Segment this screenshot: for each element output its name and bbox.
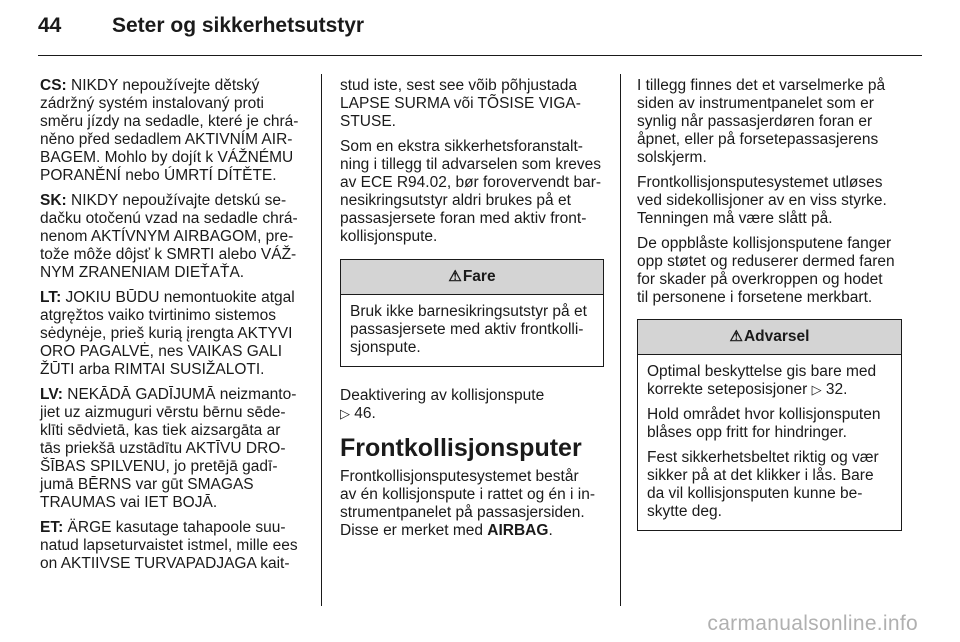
body-paragraph: Frontkollisjonsputesystemet utløses ved sidekollisjoner av en viss styrke. Tenningen må være slått på. [637, 174, 887, 227]
column-left [40, 77, 310, 580]
body-paragraph: Som en ekstra sikkerhetsforanstalt- ning i tillegg til advarselen som kreves av ECE R94.02, bør forovervendt bar- nesikringsutstyr aldri brukes på et passasjersete foran med aktiv front- kollisjonspute. [340, 138, 602, 245]
language-code: ET: [40, 519, 64, 536]
cross-reference-page: 46. [350, 405, 376, 422]
body-paragraph: De oppblåste kollisjonsputene fanger opp støtet og reduserer dermed faren for skader på overkroppen og hodet til personene i forsetene merkbart. [637, 235, 895, 306]
cross-reference [340, 387, 604, 423]
danger-box-title: Fare [462, 268, 496, 285]
language-code: LV: [40, 386, 63, 403]
danger-box-body [341, 295, 603, 366]
continued-text: stud iste, sest see võib põhjustada LAPSE SURMA või TÕSISE VIGA- STUSE. [340, 77, 581, 130]
warning-text: NIKDY nepoužívejte dětský zádržný systém instalovaný proti směru jízdy na sedadle, které je chrá- něno před sedadlem AKTIVNÍM AIR- BAGEM. Mohlo by dojít k VÁŽNÉMU PORANĚNÍ nebo ÚMRTÍ DÍTĚTE. [40, 77, 299, 184]
page-reference-icon: ▷ [811, 382, 822, 397]
warning-paragraph [40, 77, 310, 185]
section-paragraph [340, 468, 604, 540]
language-code: CS: [40, 77, 67, 94]
header-rule [38, 55, 922, 56]
language-code: SK: [40, 192, 67, 209]
danger-box [340, 259, 604, 367]
warning-text: JOKIU BŪDU nemontuokite atgal atgręžtos vaiko tvirtinimo sistemos sėdynėje, prieš kurią įrengta AKTYVI ORO PAGALVĖ, nes VAIKAS GALI ŽŪTI arba RIMTAI SUSIŽALOTI. [40, 289, 295, 378]
warning-triangle-icon: ⚠ [729, 328, 743, 345]
page-reference-icon: ▷ [340, 406, 350, 421]
column-middle [340, 77, 604, 547]
column-divider [620, 74, 621, 606]
language-code: LT: [40, 289, 62, 306]
warning-box-body [638, 355, 901, 530]
page-header [38, 14, 364, 38]
column-right [637, 77, 902, 551]
danger-box-header [341, 260, 603, 295]
warning-triangle-icon: ⚠ [448, 268, 462, 285]
watermark: carmanualsonline.info [707, 612, 918, 635]
warning-box-paragraph: Fest sikkerhetsbeltet riktig og vær sikker på at det klikker i lås. Bare da vil kollisjonsputen kunne be- skytte deg. [647, 449, 879, 520]
section-text: Frontkollisjonsputesystemet består av én kollisjonspute i rattet og én i in- strumentpanelet på passasjersiden. Disse er merket med [340, 468, 596, 539]
warning-paragraph [40, 386, 310, 512]
warning-box-title: Advarsel [743, 328, 810, 345]
body-paragraph: I tillegg finnes det et varselmerke på siden av instrumentpanelet som er synlig når passasjerdøren foran er åpnet, eller på forsetepassasjerens solskjerm. [637, 77, 886, 166]
warning-text: ÄRGE kasutage tahapoole suu- natud lapseturvaistet istmel, mille ees on AKTIIVSE TURVAPADJAGA kait- [40, 519, 298, 572]
warning-text: NIKDY nepoužívajte detskú se- dačku otočenú vzad na sedadle chrá- nenom AKTÍVNYM AIRBAGOM, pre- tože môže dôjsť k SMRTI alebo VÁŽ- NYM ZRANENIAM DIEŤAŤA. [40, 192, 298, 281]
section-title: Frontkollisjonsputer [340, 434, 582, 462]
danger-text: Bruk ikke barnesikringsutstyr på et passasjersete med aktiv frontkolli- sjonspute. [350, 303, 587, 356]
warning-box-paragraph [647, 363, 892, 399]
warning-paragraph [40, 519, 310, 573]
warning-text: NEKĀDĀ GADĪJUMĀ neizmanto- jiet uz aizmuguri vērstu bērnu sēde- klīti sēdvietā, kas tiek aizsargāta ar tās priekšā uzstādītu AKTĪVU DRO- ŠĪBAS SPILVENU, jo pretējā gadī- jumā BĒRNS var gūt SMAGAS TRAUMAS vai IET BOJĀ. [40, 386, 297, 511]
period: . [548, 522, 553, 539]
cross-reference-text: Deaktivering av kollisjonspute [340, 387, 545, 404]
warning-paragraph [40, 192, 310, 282]
warning-box-header [638, 320, 901, 355]
warning-box-paragraph: Hold området hvor kollisjonsputen blåses opp fritt for hindringer. [647, 406, 881, 441]
warning-box-text: Optimal beskyttelse gis bare med korrekte seteposisjoner [647, 363, 877, 398]
warning-box [637, 319, 902, 531]
page-number: 44 [38, 14, 62, 37]
warning-box-page: 32. [821, 381, 848, 398]
column-divider [321, 74, 322, 606]
airbag-label: AIRBAG [487, 522, 549, 539]
chapter-title: Seter og sikkerhetsutstyr [112, 14, 365, 37]
warning-paragraph [40, 289, 310, 379]
